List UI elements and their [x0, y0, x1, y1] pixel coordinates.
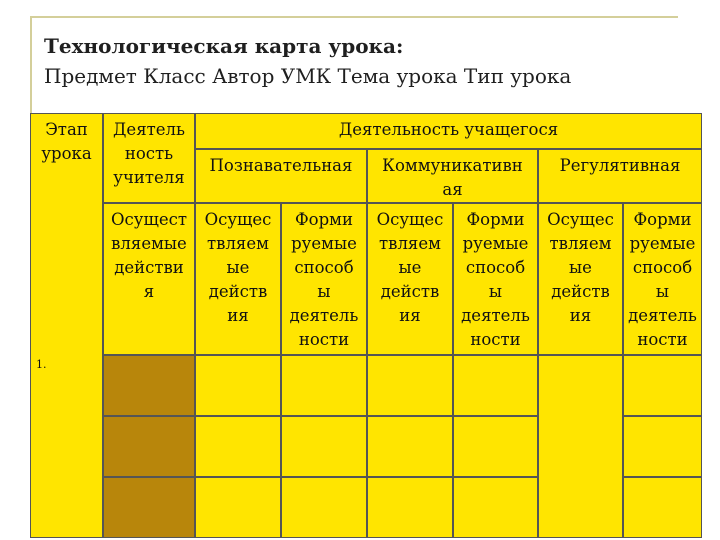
teacher-activity-header: Деятель ность учителя — [103, 113, 195, 203]
table-cell — [623, 477, 702, 538]
table-cell — [367, 416, 453, 477]
table-cell — [103, 477, 195, 538]
communicative-actions-header: Осущес твляем ые действ ия — [367, 203, 453, 355]
decorative-vertical-rule — [30, 16, 32, 124]
student-activity-header: Деятельность учащегося — [195, 113, 702, 149]
table-cell — [538, 355, 623, 538]
table-cell — [103, 416, 195, 477]
teacher-sub-actions-header: Осущест вляемые действи я — [103, 203, 195, 355]
table-cell — [623, 355, 702, 416]
table-cell — [281, 477, 367, 538]
table-cell — [195, 477, 281, 538]
table-cell — [367, 477, 453, 538]
slide-subtitle: Предмет Класс Автор УМК Тема урока Тип урока — [44, 64, 572, 88]
table-cell — [195, 416, 281, 477]
table-cell — [367, 355, 453, 416]
stage-header: Этап урока — [41, 120, 92, 163]
table-cell — [281, 355, 367, 416]
table-cell — [623, 416, 702, 477]
decorative-horizontal-rule — [30, 16, 678, 18]
communicative-group-header: Коммуникативн ая — [367, 149, 538, 203]
stage-column — [30, 113, 103, 538]
regulatory-forms-header: Форми руемые способ ы деятель ности — [623, 203, 702, 355]
slide-header — [44, 34, 704, 90]
row-number: 1. — [36, 358, 47, 371]
slide-title: Технологическая карта урока: — [44, 34, 404, 58]
cognitive-group-header: Познавательная — [195, 149, 367, 203]
cognitive-actions-header: Осущес твляем ые действ ия — [195, 203, 281, 355]
table-cell — [103, 355, 195, 416]
table-cell — [453, 477, 538, 538]
table-cell — [281, 416, 367, 477]
regulatory-group-header: Регулятивная — [538, 149, 702, 203]
table-cell — [195, 355, 281, 416]
table-cell — [453, 416, 538, 477]
communicative-forms-header: Форми руемые способ ы деятель ности — [453, 203, 538, 355]
cognitive-forms-header: Форми руемые способ ы деятель ности — [281, 203, 367, 355]
regulatory-actions-header: Осущес твляем ые действ ия — [538, 203, 623, 355]
table-cell — [453, 355, 538, 416]
